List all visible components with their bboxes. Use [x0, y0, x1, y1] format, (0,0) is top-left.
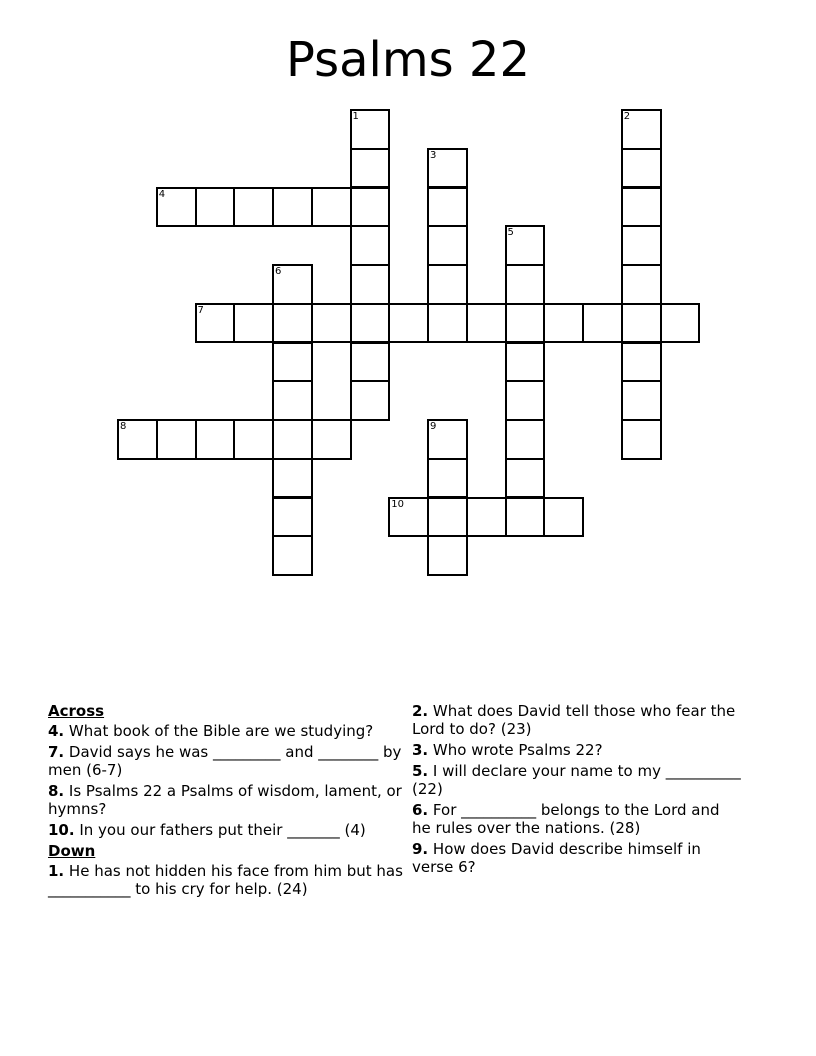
down-heading: Down	[48, 842, 96, 860]
page-title: Psalms 22	[286, 32, 530, 88]
grid-cell[interactable]	[505, 380, 546, 421]
grid-cell[interactable]	[505, 225, 546, 266]
grid-cell[interactable]	[621, 187, 662, 228]
grid-cell[interactable]	[350, 380, 391, 421]
clues-right-column	[412, 702, 742, 879]
clue-down-3	[412, 741, 742, 759]
grid-cell[interactable]	[427, 419, 468, 460]
clue-across-8	[48, 782, 403, 818]
clue-text: Who wrote Psalms 22?	[432, 741, 603, 759]
grid-cell[interactable]	[350, 148, 391, 189]
clue-text: What book of the Bible are we studying?	[68, 722, 374, 740]
clue-text: How does David describe himself in verse 6?	[412, 840, 701, 876]
grid-cell[interactable]	[156, 187, 197, 228]
grid-cell[interactable]	[117, 419, 158, 460]
grid-cell[interactable]	[543, 497, 584, 538]
grid-cell[interactable]	[195, 419, 236, 460]
grid-cell[interactable]	[466, 303, 507, 344]
clue-number: 10.	[48, 821, 75, 839]
grid-cell[interactable]	[660, 303, 701, 344]
grid-cell[interactable]	[621, 109, 662, 150]
clue-text: For __________ belongs to the Lord and he rules over the nations. (28)	[412, 801, 720, 837]
cell-number: 8	[120, 421, 127, 432]
clue-text: In you our fathers put their _______ (4)	[79, 821, 366, 839]
grid-cell[interactable]	[272, 419, 313, 460]
grid-cell[interactable]	[621, 419, 662, 460]
grid-cell[interactable]	[621, 264, 662, 305]
grid-cell[interactable]	[272, 497, 313, 538]
grid-cell[interactable]	[466, 497, 507, 538]
grid-cell[interactable]	[272, 264, 313, 305]
grid-cell[interactable]	[427, 187, 468, 228]
grid-cell[interactable]	[621, 303, 662, 344]
clue-down-2	[412, 702, 742, 738]
grid-cell[interactable]	[311, 187, 352, 228]
cell-number: 10	[391, 498, 404, 510]
cell-number: 4	[158, 188, 166, 200]
grid-cell[interactable]	[388, 303, 429, 344]
clue-number: 7.	[48, 743, 65, 761]
grid-cell[interactable]	[350, 225, 391, 266]
clue-across-7	[48, 743, 403, 779]
grid-cell[interactable]	[505, 342, 546, 383]
grid-cell[interactable]	[543, 303, 584, 344]
clue-number: 9.	[412, 840, 429, 858]
cell-number: 7	[197, 304, 204, 316]
grid-cell[interactable]	[156, 419, 197, 460]
grid-cell[interactable]	[311, 303, 352, 344]
clue-number: 5.	[412, 762, 429, 780]
clue-down-9	[412, 840, 742, 876]
clue-down-1	[48, 862, 403, 898]
clue-number: 3.	[412, 741, 429, 759]
grid-cell[interactable]	[505, 419, 546, 460]
grid-cell[interactable]	[505, 497, 546, 538]
clue-across-4	[48, 722, 403, 740]
clue-number: 2.	[412, 702, 429, 720]
clue-number: 8.	[48, 782, 65, 800]
grid-cell[interactable]	[272, 380, 313, 421]
cell-number: 6	[275, 266, 282, 277]
grid-cell[interactable]	[427, 225, 468, 266]
grid-cell[interactable]	[427, 535, 468, 576]
across-heading: Across	[48, 702, 105, 720]
grid-cell[interactable]	[621, 225, 662, 266]
grid-cell[interactable]	[311, 419, 352, 460]
grid-cell[interactable]	[272, 458, 313, 499]
clue-number: 6.	[412, 801, 429, 819]
grid-cell[interactable]	[195, 187, 236, 228]
clue-text: He has not hidden his face from him but has ___________ to his cry for help. (24)	[48, 862, 403, 898]
grid-cell[interactable]	[233, 187, 274, 228]
grid-cell[interactable]	[350, 109, 391, 150]
grid-cell[interactable]	[582, 303, 623, 344]
clue-down-6	[412, 801, 742, 837]
grid-cell[interactable]	[233, 303, 274, 344]
cell-number: 1	[352, 111, 359, 122]
cell-number: 5	[507, 227, 514, 239]
clues-left-column	[48, 702, 403, 901]
clue-text: David says he was _________ and ________ by men (6-7)	[48, 743, 402, 779]
cell-number: 3	[430, 149, 437, 161]
clue-text: I will declare your name to my __________ (22)	[412, 762, 741, 798]
clue-number: 1.	[48, 862, 65, 880]
grid-cell[interactable]	[427, 264, 468, 305]
grid-cell[interactable]	[621, 148, 662, 189]
grid-cell[interactable]	[427, 497, 468, 538]
clue-across-10	[48, 821, 403, 839]
cell-number: 9	[430, 421, 437, 432]
grid-cell[interactable]	[427, 303, 468, 344]
clue-text: What does David tell those who fear the Lord to do? (23)	[412, 702, 736, 738]
grid-cell[interactable]	[272, 187, 313, 228]
grid-cell[interactable]	[427, 148, 468, 189]
clue-number: 4.	[48, 722, 65, 740]
grid-cell[interactable]	[505, 264, 546, 305]
grid-cell[interactable]	[350, 303, 391, 344]
clue-down-5	[412, 762, 742, 798]
grid-cell[interactable]	[388, 497, 429, 538]
grid-cell[interactable]	[195, 303, 236, 344]
grid-cell[interactable]	[272, 342, 313, 383]
cell-number: 2	[623, 111, 631, 122]
grid-cell[interactable]	[233, 419, 274, 460]
grid-cell[interactable]	[621, 342, 662, 383]
grid-cell[interactable]	[505, 458, 546, 499]
grid-cell[interactable]	[272, 303, 313, 344]
clue-text: Is Psalms 22 a Psalms of wisdom, lament, or hymns?	[48, 782, 402, 818]
grid-cell[interactable]	[350, 342, 391, 383]
grid-cell[interactable]	[350, 264, 391, 305]
grid-cell[interactable]	[621, 380, 662, 421]
grid-cell[interactable]	[427, 458, 468, 499]
grid-cell[interactable]	[272, 535, 313, 576]
grid-cell[interactable]	[505, 303, 546, 344]
grid-cell[interactable]	[350, 187, 391, 228]
